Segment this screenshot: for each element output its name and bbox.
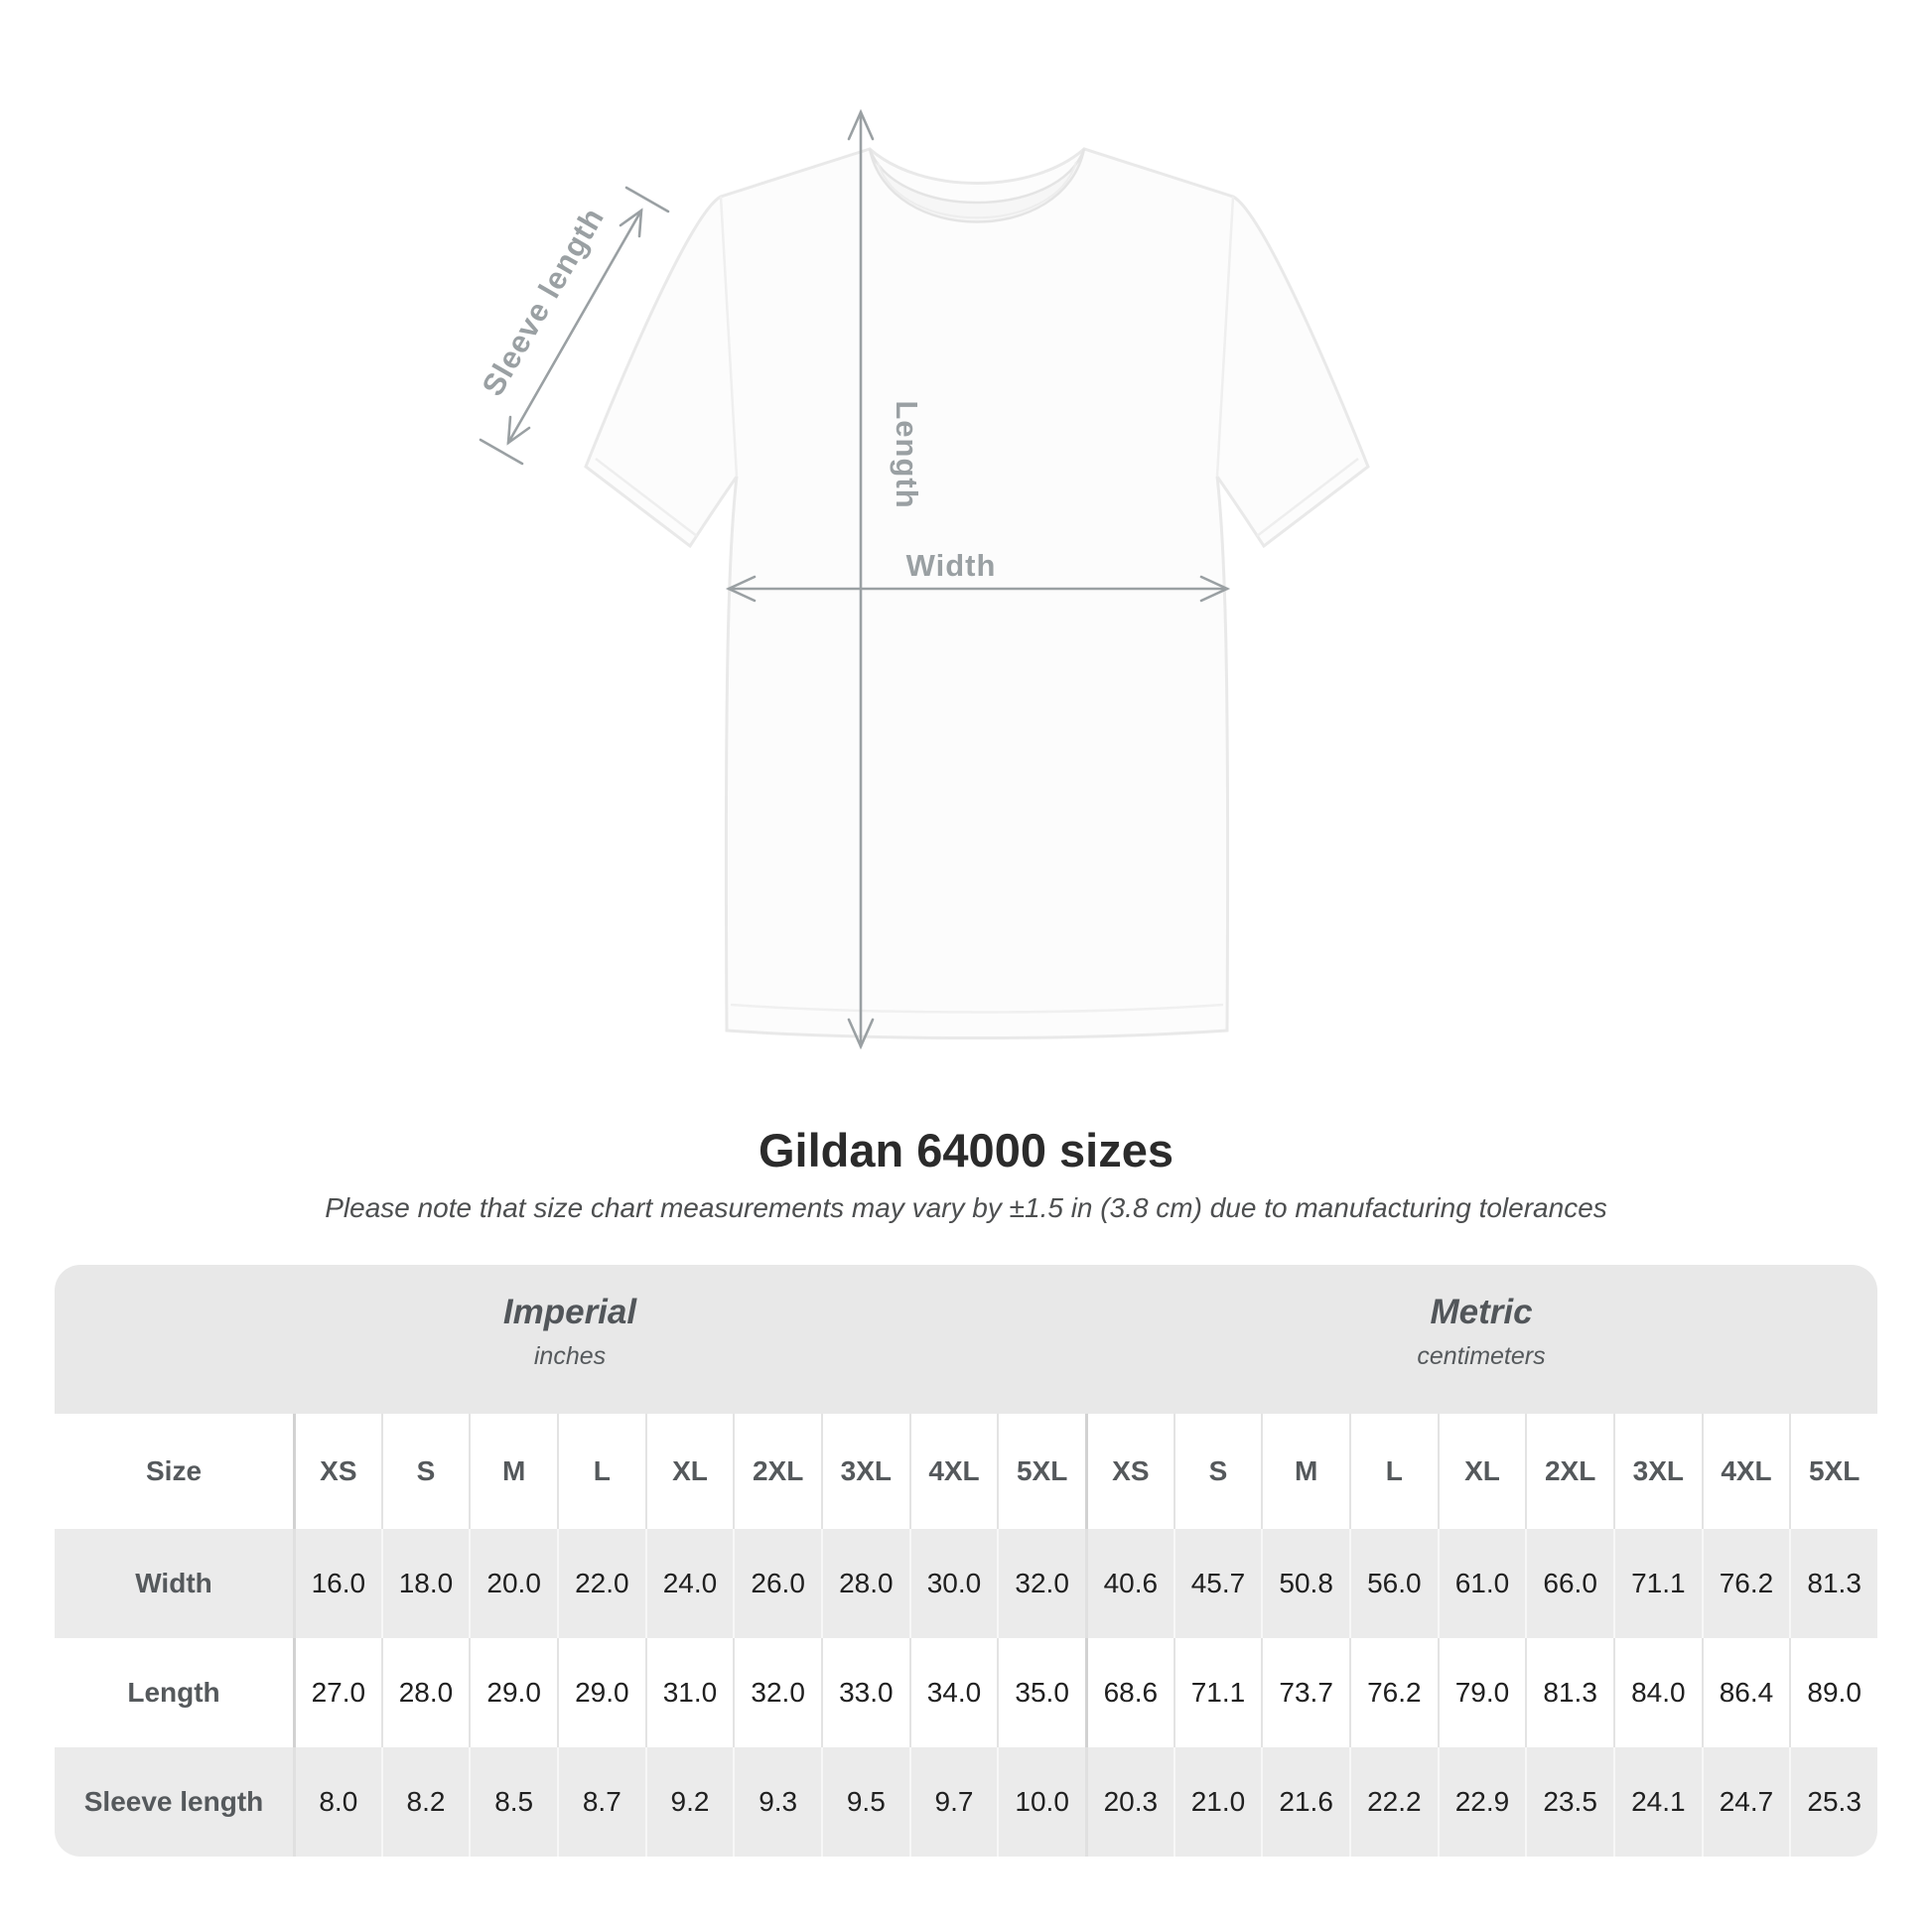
size-header-metric-S: S xyxy=(1173,1414,1262,1529)
value-cell: 16.0 xyxy=(293,1529,381,1638)
size-header-imperial-L: L xyxy=(557,1414,645,1529)
value-cell: 8.7 xyxy=(557,1747,645,1857)
value-cell: 24.7 xyxy=(1702,1747,1790,1857)
value-cell: 29.0 xyxy=(557,1638,645,1747)
value-cell: 9.3 xyxy=(733,1747,821,1857)
value-cell: 71.1 xyxy=(1613,1529,1702,1638)
size-header-metric-4XL: 4XL xyxy=(1702,1414,1790,1529)
unit-group-header-band xyxy=(55,1265,1877,1414)
size-header-imperial-M: M xyxy=(469,1414,557,1529)
value-cell: 68.6 xyxy=(1085,1638,1173,1747)
size-header-imperial-XS: XS xyxy=(293,1414,381,1529)
imperial-group-title: Imperial xyxy=(502,1292,637,1331)
value-cell: 20.0 xyxy=(469,1529,557,1638)
size-column-header: Size xyxy=(145,1455,203,1486)
size-header-imperial-5XL: 5XL xyxy=(997,1414,1085,1529)
size-header-imperial-XL: XL xyxy=(645,1414,734,1529)
row-label: Length xyxy=(127,1677,220,1708)
sleeve-length-label: Sleeve length xyxy=(475,201,612,402)
value-cell: 31.0 xyxy=(645,1638,734,1747)
value-cell: 21.0 xyxy=(1173,1747,1262,1857)
table-row xyxy=(55,1638,1877,1747)
value-cell: 32.0 xyxy=(997,1529,1085,1638)
page-title: Gildan 64000 sizes xyxy=(758,1124,1174,1176)
value-cell: 73.7 xyxy=(1261,1638,1349,1747)
width-label: Width xyxy=(905,548,997,583)
value-cell: 21.6 xyxy=(1261,1747,1349,1857)
value-cell: 66.0 xyxy=(1525,1529,1613,1638)
value-cell: 40.6 xyxy=(1085,1529,1173,1638)
size-table-body xyxy=(55,1529,1877,1857)
size-header-imperial-3XL: 3XL xyxy=(821,1414,909,1529)
value-cell: 8.0 xyxy=(293,1747,381,1857)
length-label: Length xyxy=(890,400,924,509)
size-header-metric-2XL: 2XL xyxy=(1525,1414,1613,1529)
value-cell: 61.0 xyxy=(1438,1529,1526,1638)
value-cell: 34.0 xyxy=(909,1638,998,1747)
value-cell: 26.0 xyxy=(733,1529,821,1638)
value-cell: 32.0 xyxy=(733,1638,821,1747)
value-cell: 24.1 xyxy=(1613,1747,1702,1857)
imperial-group-unit: inches xyxy=(533,1341,607,1370)
table-row xyxy=(55,1747,1877,1857)
value-cell: 28.0 xyxy=(821,1529,909,1638)
metric-group-unit: centimeters xyxy=(1417,1341,1546,1370)
value-cell: 76.2 xyxy=(1702,1529,1790,1638)
value-cell: 20.3 xyxy=(1085,1747,1173,1857)
row-label: Width xyxy=(135,1568,212,1598)
value-cell: 81.3 xyxy=(1525,1638,1613,1747)
size-header-metric-L: L xyxy=(1349,1414,1438,1529)
value-cell: 81.3 xyxy=(1789,1529,1877,1638)
metric-group-title: Metric xyxy=(1430,1292,1533,1331)
size-header-imperial-4XL: 4XL xyxy=(909,1414,998,1529)
value-cell: 27.0 xyxy=(293,1638,381,1747)
value-cell: 29.0 xyxy=(469,1638,557,1747)
value-cell: 33.0 xyxy=(821,1638,909,1747)
value-cell: 84.0 xyxy=(1613,1638,1702,1747)
size-header-imperial-2XL: 2XL xyxy=(733,1414,821,1529)
tick-mark xyxy=(626,188,668,211)
value-cell: 9.2 xyxy=(645,1747,734,1857)
tick-mark xyxy=(481,440,522,464)
value-cell: 8.2 xyxy=(381,1747,470,1857)
imperial-group-header xyxy=(55,1265,1085,1414)
size-header-metric-XL: XL xyxy=(1438,1414,1526,1529)
size-header-metric-3XL: 3XL xyxy=(1613,1414,1702,1529)
value-cell: 76.2 xyxy=(1349,1638,1438,1747)
value-cell: 45.7 xyxy=(1173,1529,1262,1638)
value-cell: 10.0 xyxy=(997,1747,1085,1857)
tolerance-note: Please note that size chart measurements may vary by ±1.5 in (3.8 cm) due to manufacturing tolerances xyxy=(325,1192,1607,1223)
value-cell: 71.1 xyxy=(1173,1638,1262,1747)
value-cell: 9.7 xyxy=(909,1747,998,1857)
tshirt-image xyxy=(586,149,1368,1038)
table-row xyxy=(55,1529,1877,1638)
value-cell: 86.4 xyxy=(1702,1638,1790,1747)
value-cell: 79.0 xyxy=(1438,1638,1526,1747)
value-cell: 50.8 xyxy=(1261,1529,1349,1638)
value-cell: 22.2 xyxy=(1349,1747,1438,1857)
value-cell: 89.0 xyxy=(1789,1638,1877,1747)
row-label: Sleeve length xyxy=(83,1786,264,1817)
value-cell: 8.5 xyxy=(469,1747,557,1857)
size-header-metric-5XL: 5XL xyxy=(1789,1414,1877,1529)
size-chart-table xyxy=(55,1265,1877,1857)
value-cell: 9.5 xyxy=(821,1747,909,1857)
value-cell: 22.9 xyxy=(1438,1747,1526,1857)
value-cell: 22.0 xyxy=(557,1529,645,1638)
value-cell: 24.0 xyxy=(645,1529,734,1638)
value-cell: 30.0 xyxy=(909,1529,998,1638)
value-cell: 35.0 xyxy=(997,1638,1085,1747)
value-cell: 23.5 xyxy=(1525,1747,1613,1857)
size-header-row xyxy=(55,1414,1877,1529)
value-cell: 56.0 xyxy=(1349,1529,1438,1638)
size-header-metric-M: M xyxy=(1261,1414,1349,1529)
metric-group-header xyxy=(1085,1265,1877,1414)
value-cell: 25.3 xyxy=(1789,1747,1877,1857)
value-cell: 18.0 xyxy=(381,1529,470,1638)
size-header-imperial-S: S xyxy=(381,1414,470,1529)
value-cell: 28.0 xyxy=(381,1638,470,1747)
size-header-metric-XS: XS xyxy=(1085,1414,1173,1529)
